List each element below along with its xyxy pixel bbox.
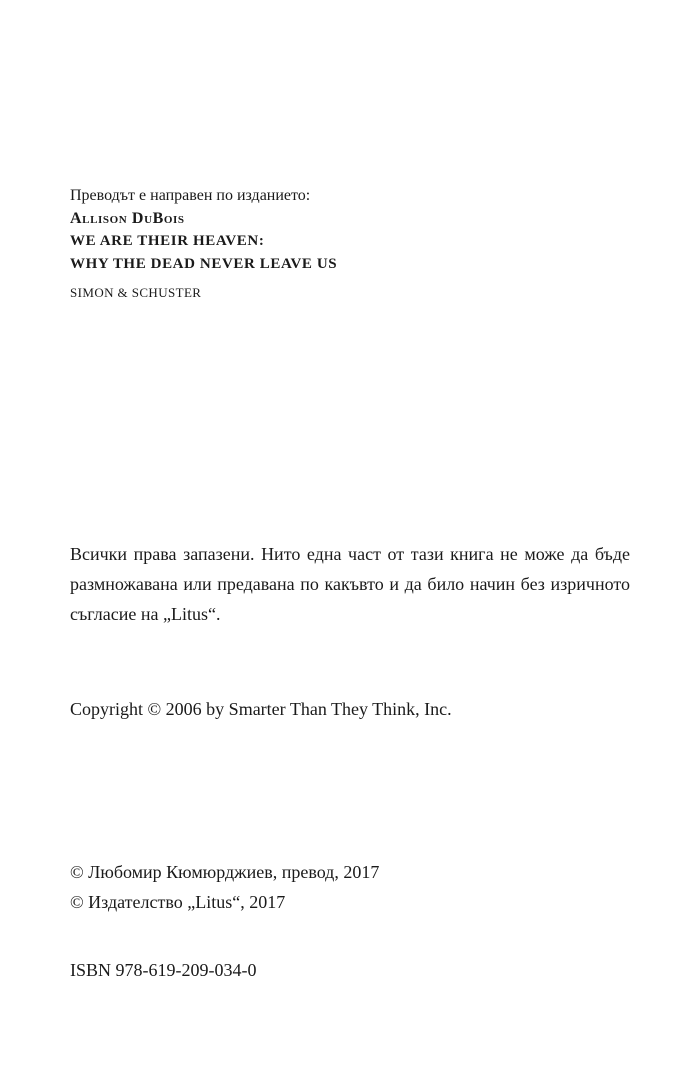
credits-block bbox=[70, 857, 630, 917]
copyright-notice: Copyright © 2006 by Smarter Than They Think, Inc. bbox=[70, 699, 452, 719]
original-publisher: SIMON & SCHUSTER bbox=[70, 285, 202, 300]
translation-credit: © Любомир Кюмюрджиев, превод, 2017 bbox=[70, 862, 380, 882]
original-edition-intro: Преводът е направен по изданието: bbox=[70, 187, 311, 204]
isbn-number: ISBN 978-619-209-034-0 bbox=[70, 960, 257, 980]
rights-notice: Всички права запазени. Нито една част от тази книга не може да бъде размножавана или предавана по какъвто и да било начин без изричното съгласие на „Litus“. bbox=[70, 544, 630, 624]
original-title-line-1: WE ARE THEIR HEAVEN: bbox=[70, 233, 265, 249]
original-edition-block bbox=[70, 184, 630, 304]
isbn-block bbox=[70, 955, 630, 985]
original-author: Allison DuBois bbox=[70, 210, 185, 227]
original-title-line-2: WHY THE DEAD NEVER LEAVE US bbox=[70, 256, 338, 272]
rights-block bbox=[70, 539, 630, 629]
publisher-credit: © Издателство „Litus“, 2017 bbox=[70, 892, 286, 912]
copyright-block bbox=[70, 694, 630, 724]
